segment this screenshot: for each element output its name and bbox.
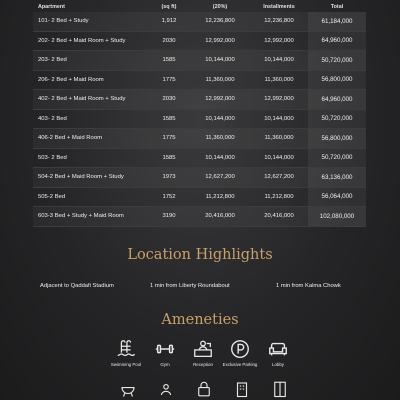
- lock-icon: [195, 380, 213, 398]
- apartment-cell: 603-3 Bed + Study + Maid Room: [38, 213, 124, 220]
- location-item: Adjacent to Qaddafi Stadium: [40, 283, 114, 289]
- installments-cell: 11,360,000: [264, 76, 294, 83]
- installments-cell: 10,144,000: [264, 115, 294, 122]
- total-cell: 50,720,000: [308, 51, 366, 70]
- apartment-cell: 202- 2 Bed + Maid Room + Study: [38, 37, 126, 44]
- header-apartment: Apartment: [38, 4, 65, 10]
- area-cell: 1973: [162, 174, 176, 181]
- total-cell: 102,080,000: [308, 207, 366, 226]
- total-cell: 50,720,000: [308, 110, 366, 129]
- amenity-lock: [184, 380, 224, 398]
- area-cell: 1,912: [161, 18, 177, 25]
- total-cell: 63,136,000: [308, 168, 366, 187]
- apartment-cell: 203- 2 Bed: [38, 57, 67, 64]
- amenities-title: Ameneties: [161, 312, 239, 328]
- price-table: [33, 0, 366, 227]
- table-row: [33, 110, 366, 130]
- area-cell: 3190: [162, 213, 176, 220]
- down-payment-cell: 12,627,200: [205, 174, 235, 181]
- total-cell: 61,184,000: [308, 12, 366, 31]
- apartment-cell: 101- 2 Bed + Study: [38, 18, 89, 25]
- amenity-building: [222, 380, 262, 398]
- sofa-icon: [267, 338, 289, 360]
- total-cell: 64,960,000: [308, 90, 366, 109]
- total-cell: 56,064,000: [308, 188, 366, 207]
- area-cell: 1775: [162, 76, 176, 83]
- apartment-cell: 402- 2 Bed + Maid Room + Study: [38, 96, 126, 103]
- installments-cell: 11,212,800: [264, 193, 294, 200]
- down-payment-cell: 11,360,000: [205, 76, 235, 83]
- amenity-label: Reception: [193, 362, 213, 367]
- installments-cell: 12,627,200: [264, 174, 294, 181]
- amenity-elevator: [260, 380, 300, 398]
- area-cell: 1585: [162, 57, 176, 64]
- parking-icon: [229, 338, 251, 360]
- building-icon: [233, 380, 251, 398]
- apartment-cell: 503- 2 Bed: [38, 154, 67, 161]
- area-cell: 2030: [162, 37, 176, 44]
- down-payment-cell: 11,212,800: [205, 193, 235, 200]
- down-payment-cell: 10,144,000: [205, 57, 235, 64]
- down-payment-cell: 20,416,000: [205, 213, 235, 220]
- location-title: Location Highlights: [127, 247, 273, 263]
- table-row: [33, 32, 366, 52]
- table-row: [33, 207, 366, 227]
- total-cell: 64,960,000: [308, 32, 366, 51]
- header-total: Total: [330, 4, 344, 10]
- table-row: [33, 149, 366, 169]
- amenity-bbq: [108, 380, 148, 398]
- down-payment-cell: 12,992,000: [205, 96, 235, 103]
- table-row: [33, 12, 366, 32]
- amenity-label: Exclusive Parking: [222, 362, 258, 367]
- amenity-label: Gym: [160, 362, 170, 367]
- area-cell: 1585: [162, 115, 176, 122]
- total-cell: 56,800,000: [308, 71, 366, 90]
- location-item: 1 min from Kalma Chowk: [276, 283, 341, 289]
- table-row: [33, 168, 366, 188]
- installments-cell: 10,144,000: [264, 154, 294, 161]
- area-cell: 1752: [162, 193, 176, 200]
- table-row: [33, 188, 366, 208]
- apartment-cell: 504-2 Bed + Maid Room + Study: [38, 174, 124, 181]
- table-row: [33, 71, 366, 91]
- amenity-security: [146, 380, 186, 398]
- apartment-cell: 206- 2 Bed + Maid Room: [38, 76, 104, 83]
- amenities-row: [0, 338, 400, 378]
- header-installments: Installments: [263, 4, 295, 10]
- header-down-payment: (20%): [212, 4, 228, 10]
- amenity-lobby: [258, 338, 298, 367]
- amenity-reception: [183, 338, 223, 367]
- installments-cell: 20,416,000: [264, 213, 294, 220]
- amenity-gym: [145, 338, 185, 367]
- amenity-pool: [106, 338, 146, 367]
- amenity-parking: [220, 338, 260, 367]
- down-payment-cell: 11,360,000: [205, 135, 235, 142]
- installments-cell: 12,236,800: [264, 18, 294, 25]
- down-payment-cell: 10,144,000: [205, 115, 235, 122]
- total-cell: 56,800,000: [308, 129, 366, 148]
- amenity-label: Lobby: [272, 362, 284, 367]
- down-payment-cell: 10,144,000: [205, 154, 235, 161]
- elevator-icon: [271, 380, 289, 398]
- apartment-cell: 403- 2 Bed: [38, 115, 67, 122]
- installments-cell: 12,992,000: [264, 96, 294, 103]
- installments-cell: 11,360,000: [264, 135, 294, 142]
- table-row: [33, 129, 366, 149]
- table-row: [33, 90, 366, 110]
- pool-icon: [115, 338, 137, 360]
- amenity-label: Swimming Pool: [110, 362, 142, 367]
- installments-cell: 10,144,000: [264, 57, 294, 64]
- bbq-icon: [119, 380, 137, 398]
- total-cell: 50,720,000: [308, 149, 366, 168]
- down-payment-cell: 12,236,800: [205, 18, 235, 25]
- amenities-row-2: [0, 380, 400, 400]
- table-row: [33, 51, 366, 71]
- dumbbell-icon: [154, 338, 176, 360]
- security-icon: [157, 380, 175, 398]
- installments-cell: 12,992,000: [264, 37, 294, 44]
- table-header: [33, 0, 366, 12]
- area-cell: 1585: [162, 154, 176, 161]
- area-cell: 2030: [162, 96, 176, 103]
- apartment-cell: 505-2 Bed: [38, 193, 66, 200]
- reception-icon: [192, 338, 214, 360]
- down-payment-cell: 12,992,000: [205, 37, 235, 44]
- apartment-cell: 406-2 Bed + Maid Room: [38, 135, 103, 142]
- header-area: (sq ft): [161, 4, 177, 10]
- area-cell: 1775: [162, 135, 176, 142]
- location-item: 1 min from Liberty Roundabout: [150, 283, 230, 289]
